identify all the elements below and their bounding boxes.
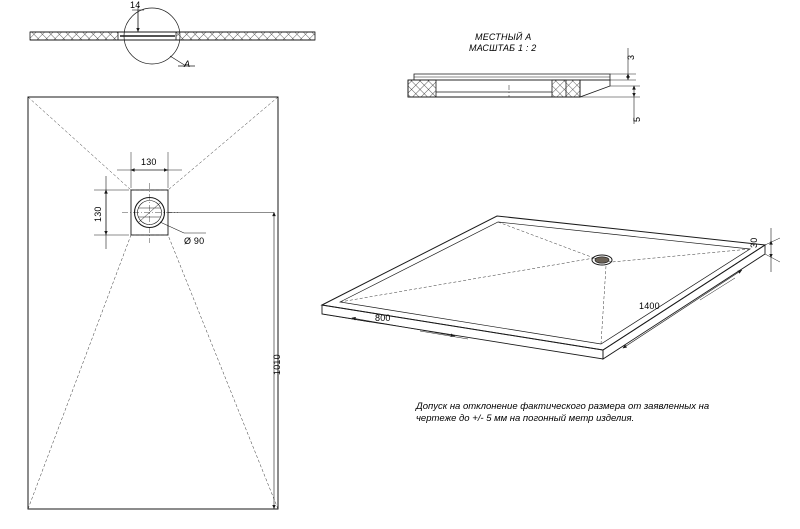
- detail-a-title-line2: МАСШТАБ 1 : 2: [469, 43, 537, 53]
- dim-label-iso-length-1400: 1400: [639, 301, 660, 311]
- detail-callout-label-a: A: [184, 59, 191, 69]
- dim-label-detail-bottom-5: 5: [632, 116, 642, 122]
- detail-a-geometry: [408, 48, 640, 124]
- dim-label-drain-diameter: Ø 90: [184, 236, 205, 246]
- detail-a-title-line1: МЕСТНЫЙ А: [475, 32, 532, 42]
- dim-label-thickness-14: 14: [130, 0, 141, 10]
- dim-label-plan-length-1010: 1010: [272, 354, 282, 375]
- tolerance-note-line2: чертеже до +/- 5 мм на погонный метр изделия.: [416, 413, 635, 424]
- dim-label-drain-height-130: 130: [93, 206, 103, 222]
- isometric-view-geometry: [322, 216, 780, 359]
- dim-label-drain-width-130: 130: [141, 157, 157, 167]
- top-section-strip: [30, 6, 315, 66]
- tolerance-note-line1: Допуск на отклонение фактического размера от заявленных на: [416, 401, 710, 412]
- dim-label-iso-width-800: 800: [375, 313, 391, 323]
- dim-label-iso-height-30: 30: [749, 237, 759, 248]
- dim-label-detail-top-3: 3: [626, 54, 636, 60]
